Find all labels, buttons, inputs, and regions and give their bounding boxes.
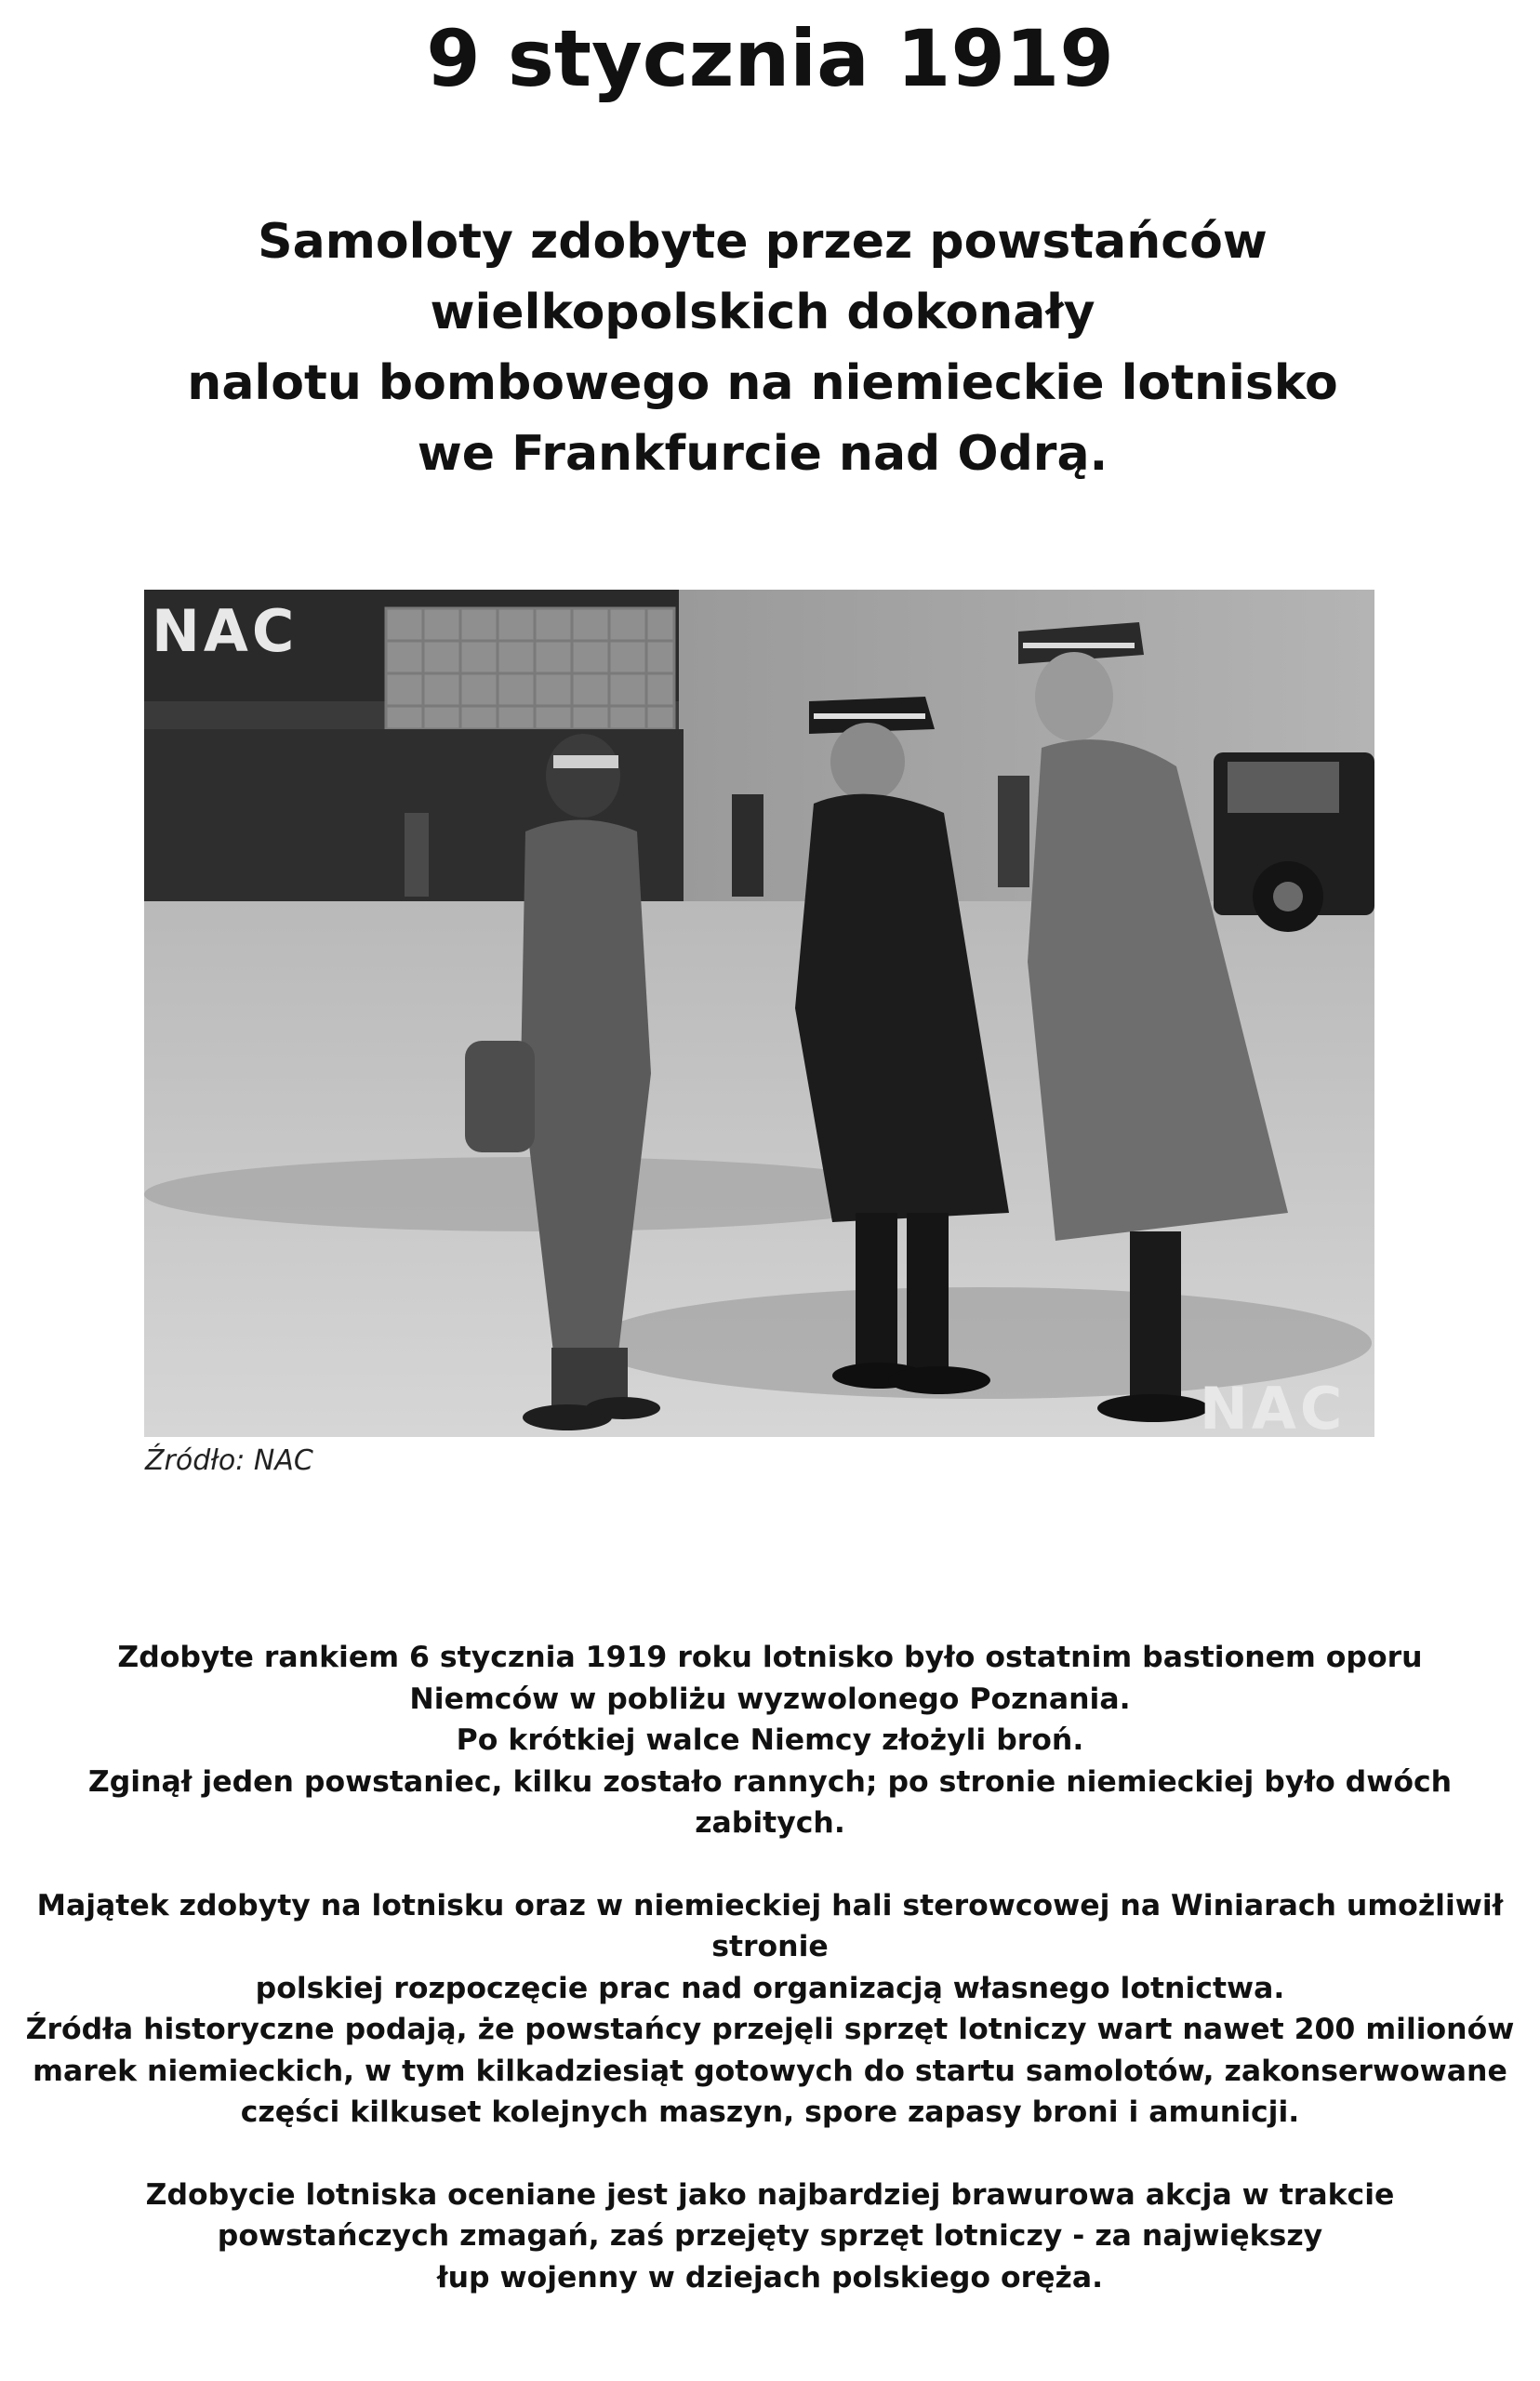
text-line: Majątek zdobyty na lotnisku oraz w niemieckiej hali sterowcowej na Winiarach umożliwił stronie [36, 1888, 1504, 1963]
vintage-car [1214, 752, 1374, 932]
background-person [732, 794, 763, 897]
paragraph [19, 1637, 1521, 1844]
text-line: Po krótkiej walce Niemcy złożyli broń. [456, 1723, 1084, 1757]
subtitle-line: wielkopolskich dokonały [430, 285, 1095, 340]
article-body [19, 1637, 1521, 2339]
historical-photo [144, 590, 1374, 1437]
subtitle-line: Samoloty zdobyte przez powstańców [258, 214, 1268, 270]
photo-source-caption: Źródło: NAC [145, 1444, 313, 1477]
text-line: Zdobyte rankiem 6 stycznia 1919 roku lotnisko było ostatnim bastionem oporu [117, 1641, 1423, 1674]
background-person [405, 813, 429, 897]
subtitle-line: we Frankfurcie nad Odrą. [417, 426, 1109, 482]
subtitle [139, 206, 1386, 489]
text-line: Niemców w pobliżu wyzwolonego Poznania. [409, 1682, 1131, 1716]
text-line: łup wojenny w dziejach polskiego oręża. [436, 2260, 1104, 2295]
paragraph [19, 1885, 1521, 2134]
watermark-top-left: NAC [152, 597, 299, 665]
text-line: marek niemieckich, w tym kilkadziesiąt gotowych do startu samolotów, zakonserwowane [33, 2054, 1507, 2088]
text-line: Zdobycie lotniska oceniane jest jako najbardziej brawurowa akcja w trakcie [145, 2177, 1395, 2212]
background-person [998, 776, 1029, 887]
text-line: powstańczych zmagań, zaś przejęty sprzęt lotniczy - za największy [217, 2219, 1323, 2253]
photo-illustration [144, 590, 1374, 1437]
text-line: Zginął jeden powstaniec, kilku zostało rannych; po stronie niemieckiej było dwóch zabitych. [87, 1764, 1453, 1840]
watermark-bottom-right: NAC [1200, 1375, 1347, 1437]
text-line: Źródła historyczne podają, że powstańcy przejęli sprzęt lotniczy wart nawet 200 milionów [25, 2013, 1515, 2046]
subtitle-line: nalotu bombowego na niemieckie lotnisko [187, 355, 1338, 411]
text-line: polskiej rozpoczęcie prac nad organizacją własnego lotnictwa. [255, 1971, 1285, 2005]
paragraph [19, 2175, 1521, 2299]
page-title: 9 stycznia 1919 [426, 13, 1114, 104]
text-line: części kilkuset kolejnych maszyn, spore zapasy broni i amunicji. [240, 2095, 1300, 2129]
hangar-window-grid [386, 608, 674, 729]
